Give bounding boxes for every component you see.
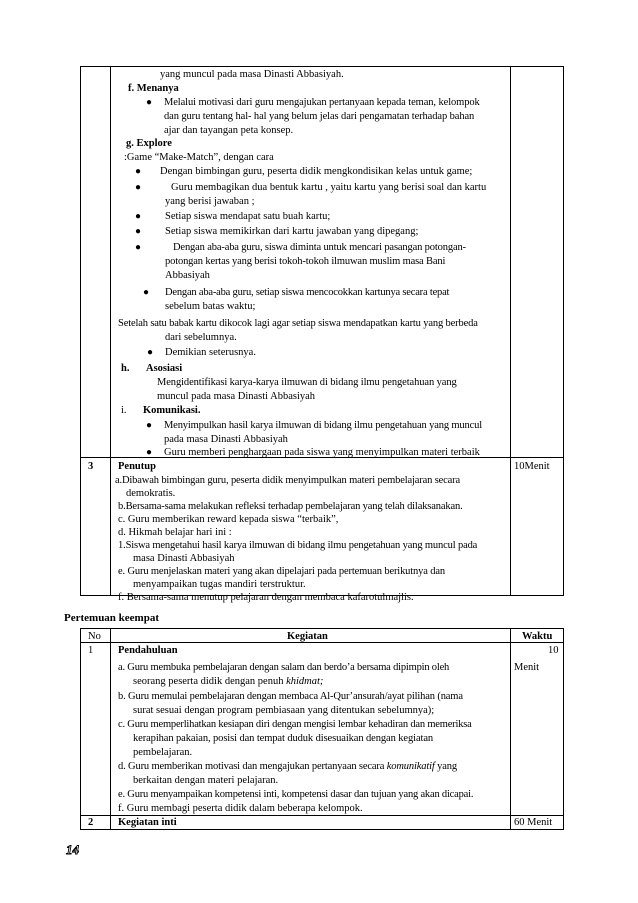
explore-after-line: dari sebelumnya. (165, 332, 237, 343)
explore-item: Abbasiyah (165, 270, 210, 281)
page-number: 14 (66, 842, 79, 857)
continuation-line: yang muncul pada masa Dinasti Abbasiyah. (160, 69, 344, 80)
pendahuluan-item-text: seorang peserta didik dengan penuh (133, 676, 287, 687)
pendahuluan-item-text: d. Guru memberikan motivasi dan mengajukan pertanyaan secara (118, 761, 387, 772)
explore-item: sebelum batas waktu; (165, 301, 256, 312)
bullet-icon: ● (143, 287, 150, 298)
explore-item: Guru membagikan dua bentuk kartu , yaitu kartu yang berisi soal dan kartu (171, 182, 487, 193)
penutup-waktu: 10Menit (514, 461, 550, 472)
penutup-item: demokratis. (126, 488, 176, 499)
table1-col-divider-1 (110, 66, 111, 596)
komunikasi-item: Menyimpulkan hasil karya ilmuwan di bidang ilmu pengetahuan yang muncul (164, 420, 482, 431)
explore-item: Demikian seterusnya. (165, 347, 256, 358)
penutup-heading: Penutup (118, 461, 156, 472)
pendahuluan-waktu-unit: Menit (514, 662, 540, 673)
explore-game-line: :Game “Make-Match”, dengan cara (124, 152, 274, 163)
pendahuluan-item: a. Guru membuka pembelajaran dengan salam dan berdo’a bersama dipimpin oleh (118, 662, 450, 673)
header-waktu: Waktu (522, 631, 553, 642)
bullet-icon: ● (146, 420, 153, 431)
pendahuluan-item: b. Guru memulai pembelajaran dengan membaca Al-Qur’ansurah/ayat pilihan (nama (118, 691, 463, 702)
pendahuluan-item: surat sesuai dengan program pembiasaan yang ditentukan sebelumnya); (133, 705, 435, 716)
table1-border-top (80, 66, 564, 67)
penutup-item: a.Dibawah bimbingan guru, peserta didik menyimpulkan materi pembelajaran secara (115, 475, 461, 486)
asosiasi-letter: h. (121, 363, 130, 374)
section-title: Pertemuan keempat (64, 612, 160, 624)
explore-item: potongan kertas yang berisi tokoh-tokoh ilmuwan muslim masa Bani (165, 256, 446, 267)
asosiasi-line: Mengidentifikasi karya-karya ilmuwan di bidang ilmu pengetahuan yang (157, 377, 457, 388)
pendahuluan-item-italic: khidmat; (286, 676, 324, 687)
asosiasi-heading: Asosiasi (146, 363, 183, 374)
table2-border-right (563, 628, 564, 830)
bullet-icon: ● (147, 347, 154, 358)
pendahuluan-heading: Pendahuluan (118, 645, 178, 656)
penutup-item: e. Guru menjelaskan materi yang akan dipelajari pada pertemuan berikutnya dan (118, 566, 445, 577)
pendahuluan-item: f. Guru membagi peserta didik dalam beberapa kelompok. (118, 803, 363, 814)
bullet-icon: ● (135, 242, 142, 253)
menanya-item-line: Melalui motivasi dari guru mengajukan pertanyaan kepada teman, kelompok (164, 97, 480, 108)
bullet-icon: ● (146, 97, 153, 108)
inti-no: 2 (88, 817, 94, 828)
penutup-item: f. Bersama-sama menutup pelajaran dengan membaca kafarotulmajlis. (118, 592, 414, 603)
penutup-item: menyampaikan tugas mandiri terstruktur. (133, 579, 306, 590)
pendahuluan-item (118, 760, 457, 773)
bullet-icon: ● (135, 182, 142, 193)
explore-heading: g. Explore (126, 138, 172, 149)
bullet-icon: ● (135, 226, 142, 237)
bullet-icon: ● (135, 211, 142, 222)
explore-item: Dengan aba-aba guru, setiap siswa mencocokkan kartunya secara tepat (165, 287, 450, 298)
table1-border-right (563, 66, 564, 596)
table2-border-bottom (80, 829, 564, 830)
penutup-no: 3 (88, 461, 94, 472)
explore-after-line: Setelah satu babak kartu dikocok lagi agar setiap siswa mendapatkan kartu yang berbeda (118, 318, 478, 329)
pendahuluan-item-text: yang (434, 761, 457, 772)
komunikasi-letter: i. (121, 405, 127, 416)
table2-border-top (80, 628, 564, 629)
header-no: No (88, 631, 101, 642)
penutup-item: c. Guru memberikan reward kepada siswa “terbaik”, (118, 514, 339, 525)
bullet-icon: ● (146, 447, 153, 458)
table2-col-divider-2 (510, 628, 511, 830)
penutup-item: b.Bersama-sama melakukan refleksi terhadap pembelajaran yang telah dilaksanakan. (118, 501, 463, 512)
explore-item: Dengan bimbingan guru, peserta didik mengkondisikan kelas untuk game; (160, 166, 473, 177)
komunikasi-item: Guru memberi penghargaan pada siswa yang menyimpulkan materi terbaik (164, 447, 480, 458)
table2-col-divider-1 (110, 628, 111, 830)
table2-border-left (80, 628, 81, 830)
table1-border-left (80, 66, 81, 596)
inti-heading: Kegiatan inti (118, 817, 177, 828)
pendahuluan-item: e. Guru menyampaikan kompetensi inti, kompetensi dasar dan tujuan yang akan dicapai. (118, 789, 474, 800)
menanya-item-line: ajar dan tayangan peta konsep. (164, 125, 294, 136)
penutup-item: masa Dinasti Abbasiyah (133, 553, 235, 564)
komunikasi-item: pada masa Dinasti Abbasiyah (164, 434, 288, 445)
pendahuluan-item (133, 675, 323, 688)
header-kegiatan: Kegiatan (287, 631, 328, 642)
penutup-item: 1.Siswa mengetahui hasil karya ilmuwan di bidang ilmu pengetahuan yang muncul pada (118, 540, 478, 551)
table1-col-divider-2 (510, 66, 511, 596)
explore-item: Setiap siswa memikirkan dari kartu jawaban yang dipegang; (165, 226, 419, 237)
pendahuluan-item: pembelajaran. (133, 747, 193, 758)
explore-item: yang berisi jawaban ; (165, 196, 255, 207)
inti-waktu: 60 Menit (514, 817, 553, 828)
menanya-heading: f. Menanya (128, 83, 179, 94)
pendahuluan-item: kerapihan pakaian, posisi dan tempat duduk disesuaikan dengan kegiatan (133, 733, 434, 744)
explore-item: Dengan aba-aba guru, siswa diminta untuk mencari pasangan potongan- (173, 242, 466, 253)
pendahuluan-item: berkaitan dengan materi pelajaran. (133, 775, 279, 786)
bullet-icon: ● (135, 166, 142, 177)
pendahuluan-item-italic: komunikatif (386, 761, 435, 772)
penutup-item: d. Hikmah belajar hari ini : (118, 527, 232, 538)
pendahuluan-waktu-num: 10 (548, 645, 559, 656)
explore-item: Setiap siswa mendapat satu buah kartu; (165, 211, 331, 222)
asosiasi-line: muncul pada masa Dinasti Abbasiyah (157, 391, 316, 402)
menanya-item-line: dan guru tentang hal- hal yang belum jelas dari pengamatan terhadap bahan (164, 111, 475, 122)
komunikasi-heading: Komunikasi. (143, 405, 201, 416)
pendahuluan-no: 1 (88, 645, 94, 656)
pendahuluan-item: c. Guru memperlihatkan kesiapan diri dengan mengisi lembar kehadiran dan memeriksa (118, 719, 472, 730)
